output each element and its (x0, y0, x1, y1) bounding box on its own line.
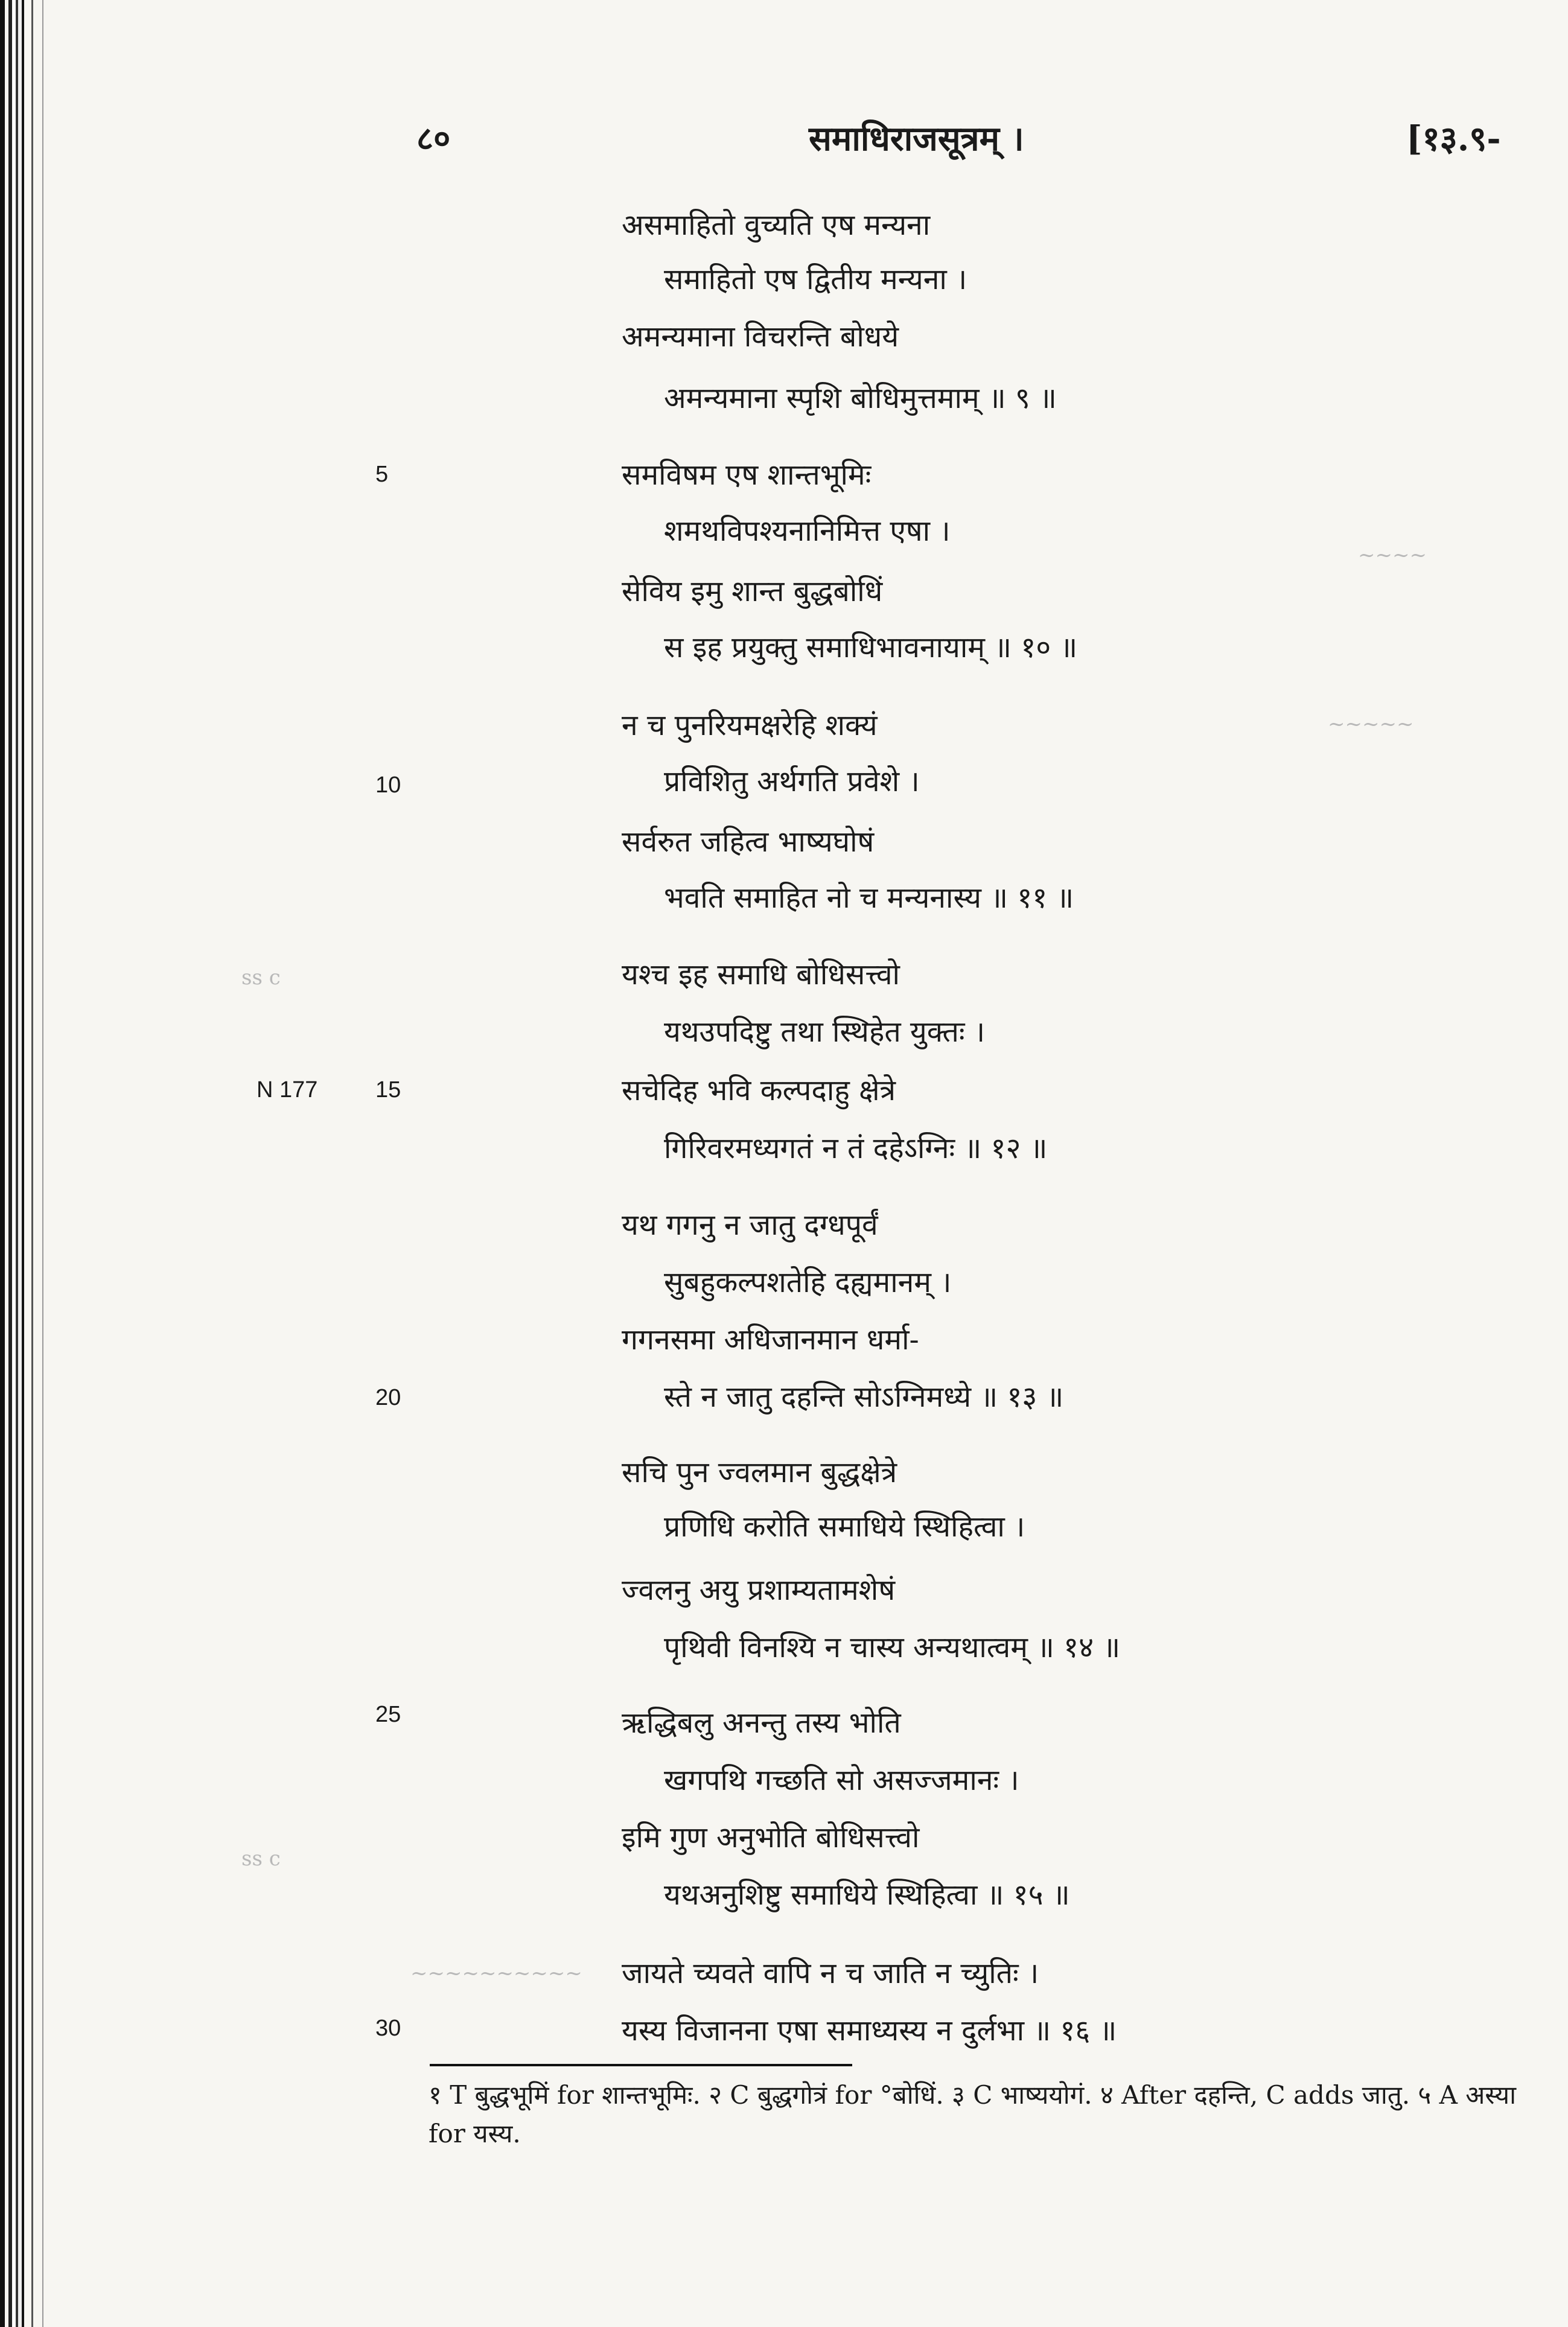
verse-line: जायते च्यवते वापि न च जाति न च्युतिः । (622, 1956, 1039, 1990)
verse-line: पृथिवी विनश्यि न चास्य अन्यथात्वम् ॥ १४ ॥ (664, 1631, 1121, 1664)
bleed-through-mark: ~~~~~ (1328, 712, 1414, 736)
line-number: 10 (375, 772, 401, 798)
page-number: ८० (416, 119, 451, 158)
running-title: समाधिराजसूत्रम् । (809, 119, 1024, 159)
verse-line: सचि पुन ज्वलमान बुद्धक्षेत्रे (622, 1456, 897, 1489)
verse-line: गिरिवरमध्यगतं न तं दहेऽग्निः ॥ १२ ॥ (664, 1132, 1048, 1165)
verse-line: स इह प्रयुक्तु समाधिभावनायाम् ॥ १० ॥ (664, 631, 1078, 664)
bleed-through-mark: ss c (241, 1847, 281, 1871)
bleed-through-mark: ss c (241, 966, 281, 990)
side-reference: N 177 (257, 1077, 318, 1103)
verse-line: सुबहुकल्पशतेहि दह्यमानम् । (664, 1265, 952, 1299)
verse-line: ज्वलनु अयु प्रशाम्यतामशेषं (622, 1573, 896, 1607)
verse-line: भवति समाहित नो च मन्यनास्य ॥ ११ ॥ (664, 881, 1074, 915)
verse-line: ऋद्धिबलु अनन्तु तस्य भोति (622, 1706, 901, 1740)
verse-line: स्ते न जातु दहन्ति सोऽग्निमध्ये ॥ १३ ॥ (664, 1380, 1064, 1414)
line-number: 15 (375, 1077, 401, 1103)
verse-line: यथअनुशिष्टु समाधिये स्थिहित्वा ॥ १५ ॥ (664, 1878, 1070, 1912)
verse-line: गगनसमा अधिजानमान धर्मा- (622, 1323, 919, 1357)
page-header (0, 115, 1568, 169)
footnotes: १ T बुद्धभूमिं for शान्तभूमिः. २ C बुद्धगोत्रं for °बोधिं. ३ C भाष्ययोगं. ४ After दहन्ति, C adds जातु. ५ A अस्या for यस्य. (429, 2080, 1516, 2148)
verse-line: यथउपदिष्टु तथा स्थिहेत युक्तः । (664, 1015, 986, 1049)
verse-line: प्रणिधि करोति समाधिये स्थिहित्वा । (664, 1510, 1025, 1544)
verse-line: शमथविपश्यनानिमित्त एषा । (664, 514, 951, 548)
line-number: 30 (375, 2016, 401, 2041)
verse-line: समविषम एष शान्तभूमिः (622, 458, 872, 492)
verse-line: सर्वरुत जहित्व भाष्यघोषं (622, 825, 875, 859)
verse-line: समाहितो एष द्वितीय मन्यना । (664, 263, 967, 296)
bleed-through-mark: ~~~~~~~~~~ (410, 1961, 582, 1985)
line-number: 5 (375, 462, 389, 487)
verse-line: खगपथि गच्छति सो असज्जमानः । (664, 1763, 1019, 1797)
verse-line: प्रविशितु अर्थगति प्रवेशे । (664, 765, 920, 798)
verse-line: सचेदिह भवि कल्पदाहु क्षेत्रे (622, 1074, 896, 1107)
section-reference: [१३.९- (1406, 119, 1501, 159)
verse-line: यस्य विजानना एषा समाध्यस्य न दुर्लभा ॥ १६ ॥ (622, 2014, 1117, 2048)
verse-line: अमन्यमाना विचरन्ति बोधये (622, 320, 899, 354)
line-number: 20 (375, 1385, 401, 1410)
verse-line: यश्च इह समाधि बोधिसत्त्वो (622, 958, 900, 992)
verse-line: अमन्यमाना स्पृशि बोधिमुत्तमाम् ॥ ९ ॥ (664, 381, 1057, 415)
verse-line: असमाहितो वुच्यति एष मन्यना (622, 208, 931, 242)
verse-line: इमि गुण अनुभोति बोधिसत्त्वो (622, 1821, 920, 1854)
footnote-rule (430, 2064, 852, 2066)
verse-line: सेविय इमु शान्त बुद्धबोधिं (622, 575, 883, 608)
bleed-through-mark: ~~~~ (1358, 543, 1427, 567)
verse-line: न च पुनरियमक्षरेहि शक्यं (622, 708, 878, 742)
book-binding-edge (0, 0, 91, 2327)
line-number: 25 (375, 1702, 401, 1727)
verse-line: यथ गगनु न जातु दग्धपूर्वं (622, 1208, 878, 1242)
